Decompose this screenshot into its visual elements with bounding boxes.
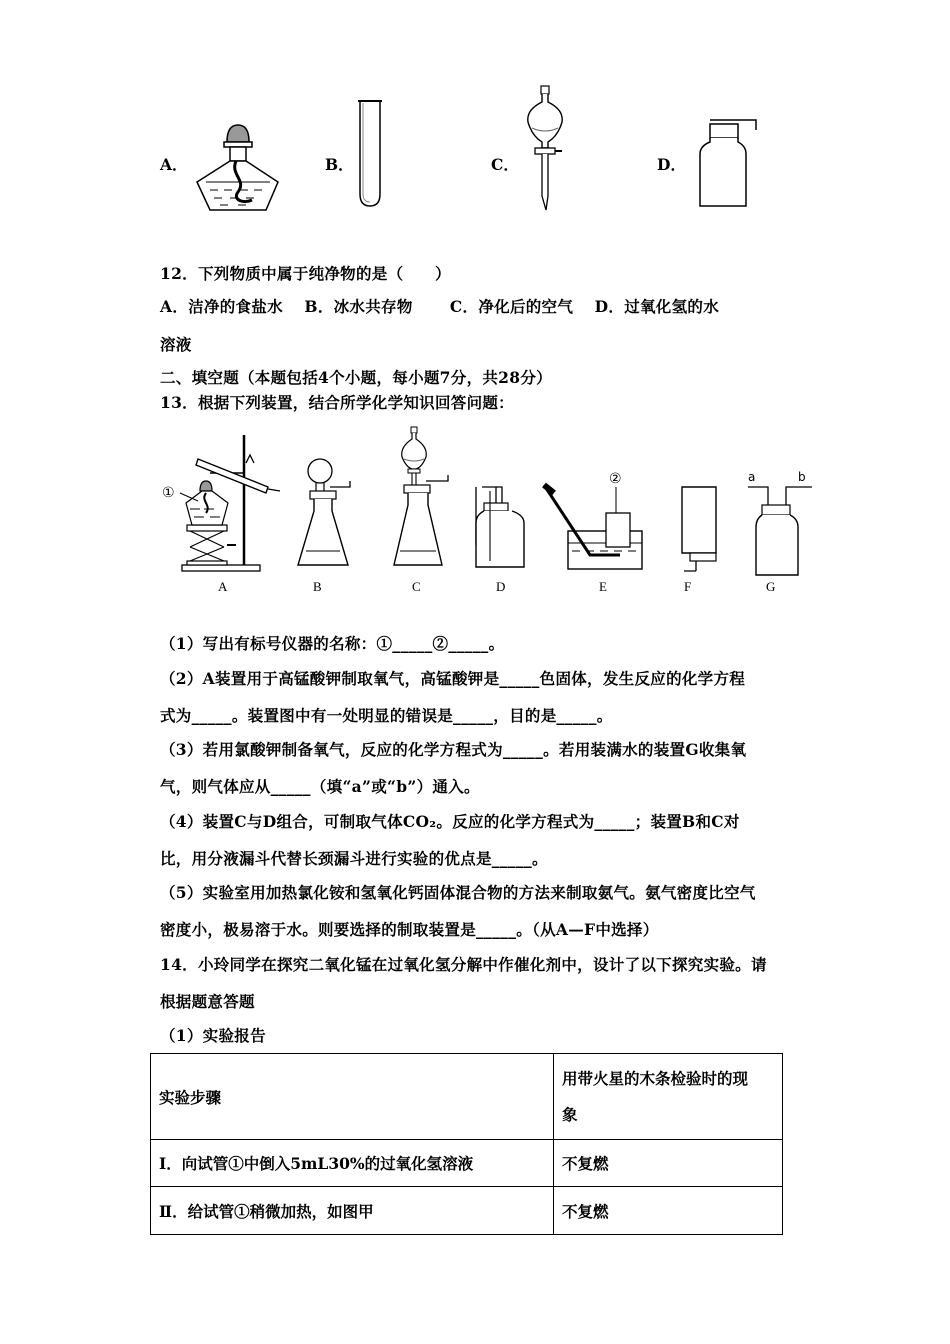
q13-apparatus-figure: [150, 425, 830, 610]
q13-part-1: （1）写出有标号仪器的名称：①_____②_____。: [160, 634, 505, 653]
alcohol-lamp-icon: [192, 120, 282, 212]
option-d-label: D．: [657, 155, 686, 174]
label-e: E: [599, 579, 607, 594]
apparatus-b: [298, 459, 350, 565]
option-a-label: A．: [160, 155, 188, 174]
table-row: [151, 1187, 783, 1235]
q14-stem-2: 根据题意答题: [160, 992, 255, 1011]
separatory-funnel-icon: [522, 84, 568, 212]
option-b-label: B．: [325, 155, 354, 174]
port-a-label: a: [748, 470, 756, 484]
gas-bottle-icon: [696, 118, 758, 210]
experiment-report-table: [150, 1053, 783, 1235]
row-2-step: Ⅱ．给试管①稍微加热，如图甲: [151, 1187, 554, 1235]
q13-part-5b: 密度小，极易溶于水。则要选择的制取装置是_____。（从A—F中选择）: [160, 920, 659, 939]
header-obs-line1: 用带火星的木条检验时的现: [562, 1068, 749, 1088]
q12-stem: 12．下列物质中属于纯净物的是（ ）: [160, 264, 451, 283]
row-1-step: Ⅰ．向试管①中倒入5mL30%的过氧化氢溶液: [151, 1140, 554, 1187]
test-tube-icon: [355, 96, 385, 210]
q12-options: A．洁净的食盐水 B．冰水共存物 C．净化后的空气 D．过氧化氢的水: [160, 297, 719, 316]
label-f: F: [684, 579, 692, 594]
option-c-label: C．: [491, 155, 519, 174]
q12-options-cont: 溶液: [160, 335, 192, 354]
q13-part-2b: 式为_____。装置图中有一处明显的错误是_____，目的是_____。: [160, 706, 613, 725]
marker-1: ①: [162, 485, 175, 501]
q14-stem-1: 14．小玲同学在探究二氧化锰在过氧化氢分解中作催化剂中，设计了以下探究实验。请: [160, 955, 767, 974]
q13-part-4a: （4）装置C与D组合，可制取气体CO₂。反应的化学方程式为_____；装置B和C对: [160, 812, 740, 831]
row-1-observation: 不复燃: [554, 1140, 783, 1187]
label-b: B: [313, 579, 322, 594]
apparatus-e: [544, 471, 642, 569]
row-2-observation: 不复燃: [554, 1187, 783, 1235]
marker-2: ②: [609, 471, 622, 487]
header-observation: [554, 1054, 783, 1140]
q13-part-4b: 比，用分液漏斗代替长颈漏斗进行实验的优点是_____。: [160, 849, 548, 868]
label-c: C: [412, 579, 421, 594]
apparatus-f: [682, 487, 716, 571]
table-header-row: [151, 1054, 783, 1140]
header-step: 实验步骤: [151, 1054, 554, 1140]
apparatus-g: [748, 470, 812, 575]
label-g: G: [766, 579, 776, 594]
label-d: D: [496, 579, 506, 594]
q13-stem: 13．根据下列装置，结合所学化学知识回答问题：: [160, 393, 514, 412]
header-obs-line2: 象: [562, 1104, 578, 1124]
q14-report-title: （1）实验报告: [160, 1026, 266, 1045]
apparatus-d: [476, 487, 524, 567]
table-row: [151, 1140, 783, 1187]
label-a: A: [218, 579, 228, 594]
apparatus-a: [162, 435, 280, 571]
q13-part-3a: （3）若用氯酸钾制备氧气，反应的化学方程式为_____。若用装满水的装置G收集氧: [160, 740, 747, 759]
port-b-label: b: [798, 470, 806, 484]
section-heading: 二、填空题（本题包括4个小题，每小题7分，共28分）: [160, 368, 552, 387]
q13-part-3b: 气，则气体应从_____（填“a”或“b”）通入。: [160, 777, 480, 796]
q13-part-2a: （2）A装置用于高锰酸钾制取氧气，高锰酸钾是_____色固体，发生反应的化学方程: [160, 669, 746, 688]
q13-part-5a: （5）实验室用加热氯化铵和氢氧化钙固体混合物的方法来制取氨气。氨气密度比空气: [160, 883, 756, 902]
apparatus-c: [394, 427, 448, 565]
